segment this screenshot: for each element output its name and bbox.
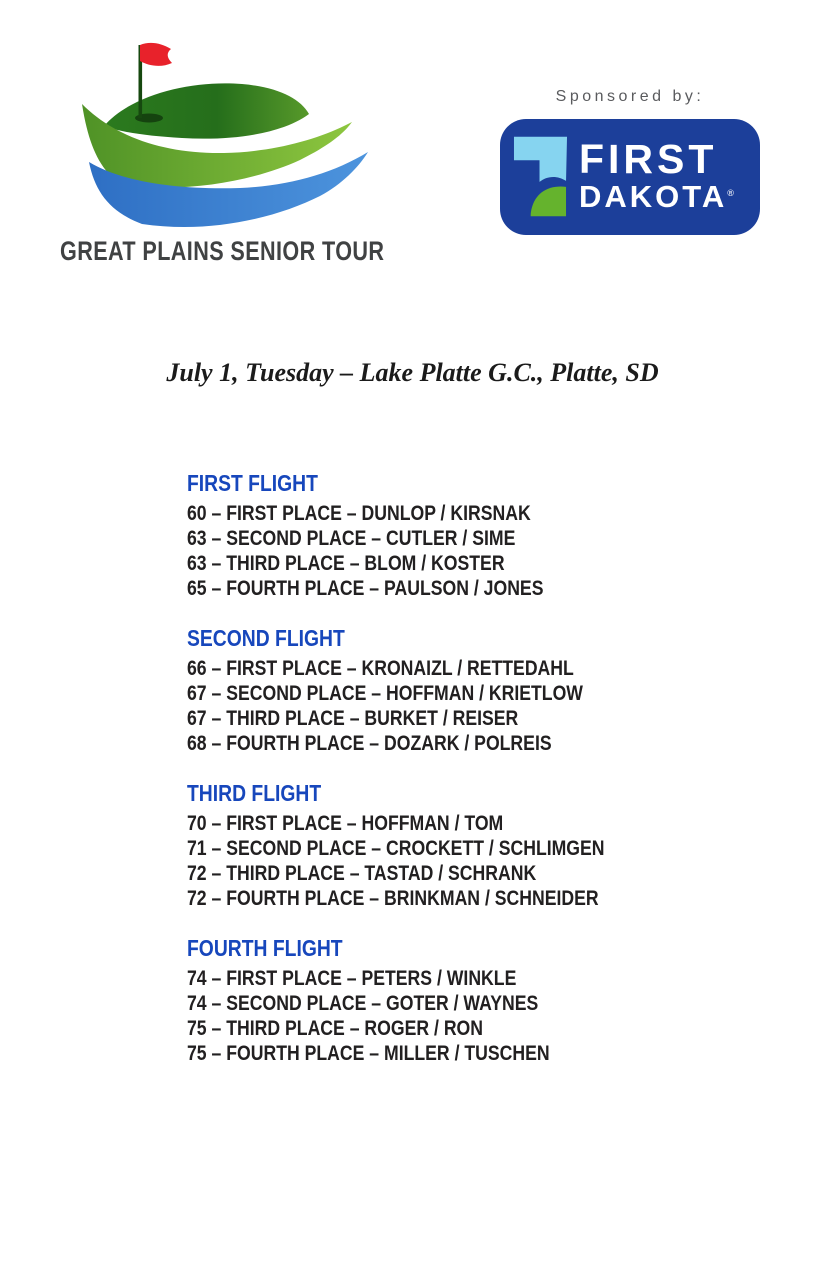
registered-trademark-icon: ® [727,188,734,199]
result-line: 65 – FOURTH PLACE – PAULSON / JONES [187,577,544,600]
first-dakota-wordmark [579,136,734,215]
result-line: 60 – FIRST PLACE – DUNLOP / KIRSNAK [187,502,531,525]
result-line: 67 – THIRD PLACE – BURKET / REISER [187,707,519,730]
result-line: 67 – SECOND PLACE – HOFFMAN / KRIETLOW [187,682,583,705]
flight-header: SECOND FLIGHT [187,625,345,651]
tour-logo [60,42,390,267]
brand-first: FIRST [579,136,718,183]
flight-section-second [187,625,605,756]
flight-header: THIRD FLIGHT [187,780,322,806]
result-line: 70 – FIRST PLACE – HOFFMAN / TOM [187,812,504,835]
result-line: 68 – FOURTH PLACE – DOZARK / POLREIS [187,732,552,755]
tour-logo-art [62,42,376,234]
brand-dakota [579,180,734,214]
result-line: 75 – THIRD PLACE – ROGER / RON [187,1017,484,1040]
result-line: 71 – SECOND PLACE – CROCKETT / SCHLIMGEN [187,837,605,860]
flight-header: FIRST FLIGHT [187,470,318,496]
flight-section-fourth [187,935,605,1066]
first-dakota-logo [500,119,760,235]
flight-section-third [187,780,605,911]
sponsored-by-label: Sponsored by: [555,88,705,105]
result-line: 72 – THIRD PLACE – TASTAD / SCHRANK [187,862,537,885]
tour-name: GREAT PLAINS SENIOR TOUR [60,236,385,266]
brand-dakota-text: DAKOTA [579,179,728,215]
golf-green-shape [104,83,309,138]
result-line: 63 – THIRD PLACE – BLOM / KOSTER [187,552,505,575]
result-line: 72 – FOURTH PLACE – BRINKMAN / SCHNEIDER [187,887,599,910]
flight-section-first [187,470,605,601]
result-line: 74 – FIRST PLACE – PETERS / WINKLE [187,967,517,990]
result-line: 66 – FIRST PLACE – KRONAIZL / RETTEDAHL [187,657,574,680]
result-line: 75 – FOURTH PLACE – MILLER / TUSCHEN [187,1042,550,1065]
result-line: 74 – SECOND PLACE – GOTER / WAYNES [187,992,539,1015]
result-line: 63 – SECOND PLACE – CUTLER / SIME [187,527,516,550]
flight-header: FOURTH FLIGHT [187,935,343,961]
event-title: July 1, Tuesday – Lake Platte G.C., Platte, SD [166,358,659,387]
first-dakota-mark-icon [513,135,568,219]
results-list [187,470,605,1090]
sponsor-block [500,88,760,235]
